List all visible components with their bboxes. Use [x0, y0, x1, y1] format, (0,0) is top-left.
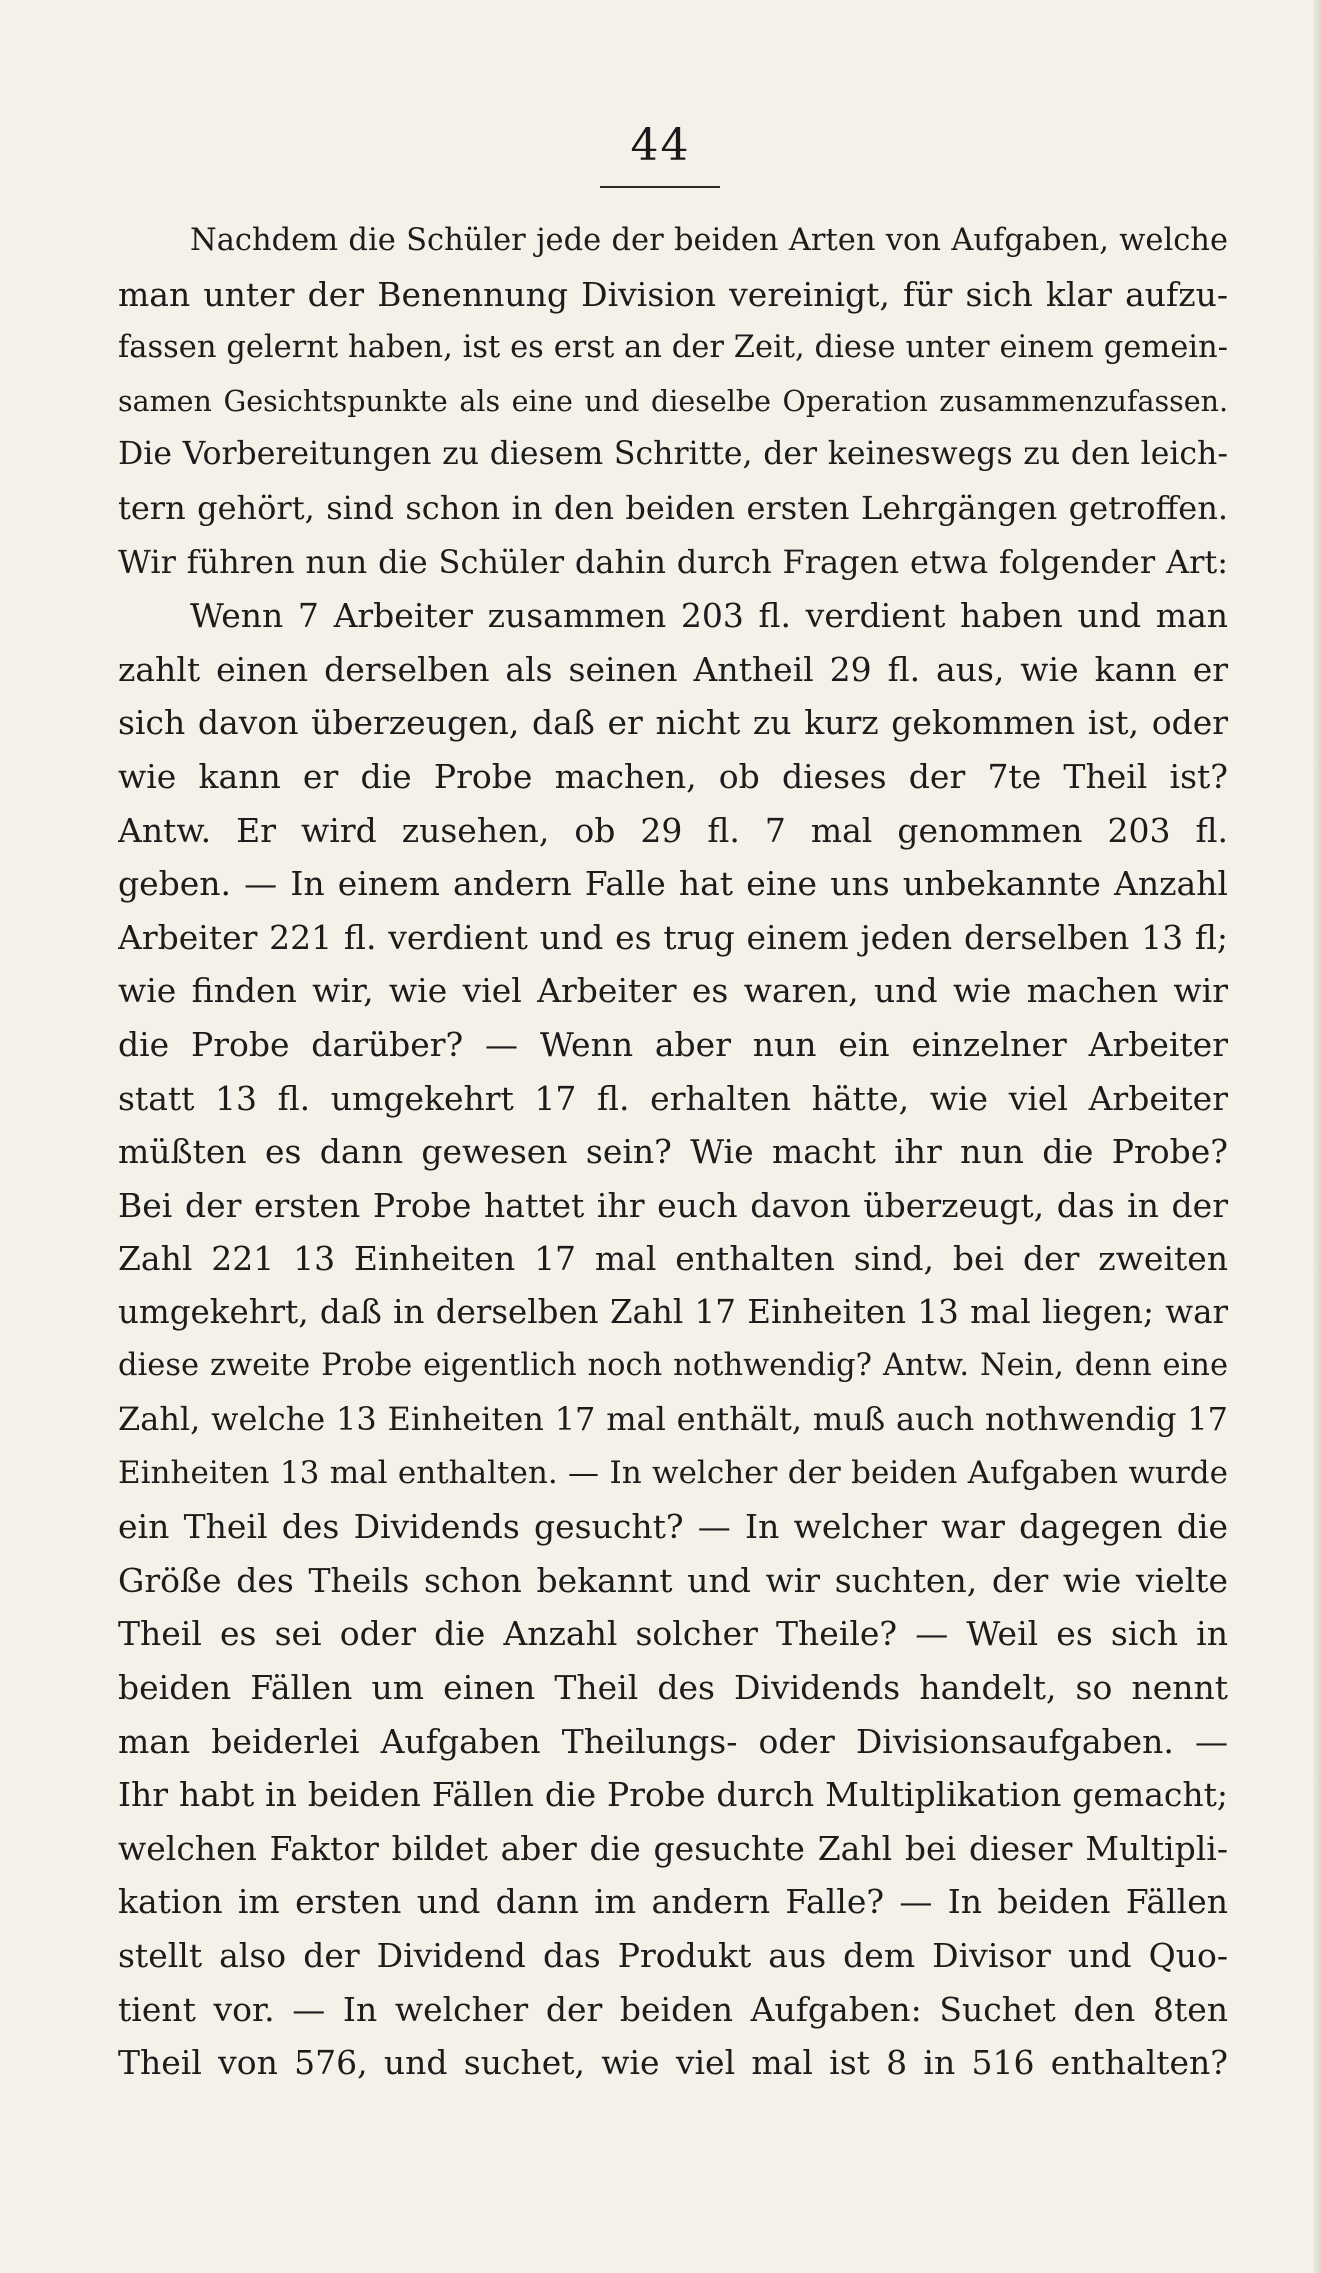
text-line: tern gehört, sind schon in den beiden ersten Lehrgängen getroffen. [118, 488, 1228, 527]
text-line: Wir führen nun die Schüler dahin durch Fragen etwa folgender Art: [118, 542, 1228, 581]
text-line: fassen gelernt haben, ist es erst an der Zeit, diese unter einem gemein- [118, 330, 1228, 366]
text-line: wie finden wir, wie viel Arbeiter es waren, und wie machen wir [118, 971, 1228, 1011]
text-line: die Probe darüber? — Wenn aber nun ein einzelner Arbeiter [118, 1024, 1228, 1064]
page-number-rule [600, 186, 720, 188]
text-line: beiden Fällen um einen Theil des Dividends handelt, so nennt [118, 1668, 1228, 1708]
text-line: Größe des Theils schon bekannt und wir suchten, der wie vielte [118, 1560, 1228, 1600]
text-line: stellt also der Dividend das Produkt aus dem Divisor und Quo- [118, 1936, 1228, 1975]
text-line: Antw. Er wird zusehen, ob 29 fl. 7 mal genommen 203 fl. [118, 810, 1228, 850]
text-line: Theil es sei oder die Anzahl solcher Theile? — Weil es sich in [118, 1614, 1228, 1654]
text-line: welchen Faktor bildet aber die gesuchte Zahl bei dieser Multipli- [118, 1828, 1228, 1868]
text-line: Theil von 576, und suchet, wie viel mal ist 8 in 516 enthalten? [118, 2043, 1228, 2083]
text-line: diese zweite Probe eigentlich noch nothwendig? Antw. Nein, denn eine [118, 1348, 1228, 1384]
body-text [118, 214, 1228, 2090]
text-line: wie kann er die Probe machen, ob dieses der 7te Theil ist? [118, 756, 1228, 796]
text-line: zahlt einen derselben als seinen Antheil 29 fl. aus, wie kann er [118, 649, 1228, 689]
text-line: Die Vorbereitungen zu diesem Schritte, der keineswegs zu den leich- [118, 436, 1228, 473]
text-line: umgekehrt, daß in derselben Zahl 17 Einheiten 13 mal liegen; war [118, 1292, 1228, 1331]
text-line: Arbeiter 221 fl. verdient und es trug einem jeden derselben 13 fl; [118, 917, 1228, 957]
text-line: Einheiten 13 mal enthalten. — In welcher der beiden Aufgaben wurde [118, 1454, 1228, 1491]
text-line: man beiderlei Aufgaben Theilungs- oder Divisionsaufgaben. — [118, 1721, 1228, 1761]
text-line: Ihr habt in beiden Fällen die Probe durch Multiplikation gemacht; [118, 1775, 1228, 1815]
text-line: Wenn 7 Arbeiter zusammen 203 fl. verdient haben und man [190, 596, 1228, 636]
text-line: Bei der ersten Probe hattet ihr euch davon überzeugt, das in der [118, 1185, 1228, 1225]
text-line: müßten es dann gewesen sein? Wie macht ihr nun die Probe? [118, 1132, 1228, 1172]
text-line: statt 13 fl. umgekehrt 17 fl. erhalten hätte, wie viel Arbeiter [118, 1078, 1228, 1118]
text-line: Zahl 221 13 Einheiten 17 mal enthalten sind, bei der zweiten [118, 1239, 1228, 1279]
text-line: sich davon überzeugen, daß er nicht zu kurz gekommen ist, oder [118, 703, 1228, 743]
text-line: samen Gesichtspunkte als eine und dieselbe Operation zusammenzufassen. [118, 384, 1228, 418]
text-line: man unter der Benennung Division vereinigt, für sich klar aufzu- [118, 274, 1228, 314]
text-line: geben. — In einem andern Falle hat eine uns unbekannte Anzahl [118, 864, 1228, 904]
page-edge [1313, 0, 1321, 2273]
text-line: tient vor. — In welcher der beiden Aufgaben: Suchet den 8ten [118, 1989, 1228, 2029]
page-number: 44 [630, 120, 691, 171]
text-line: kation im ersten und dann im andern Falle? — In beiden Fällen [118, 1882, 1228, 1922]
text-line: ein Theil des Dividends gesucht? — In welcher war dagegen die [118, 1507, 1228, 1547]
text-line: Zahl, welche 13 Einheiten 17 mal enthält, muß auch nothwendig 17 [118, 1400, 1228, 1439]
text-line: Nachdem die Schüler jede der beiden Arten von Aufgaben, welche [190, 223, 1228, 258]
